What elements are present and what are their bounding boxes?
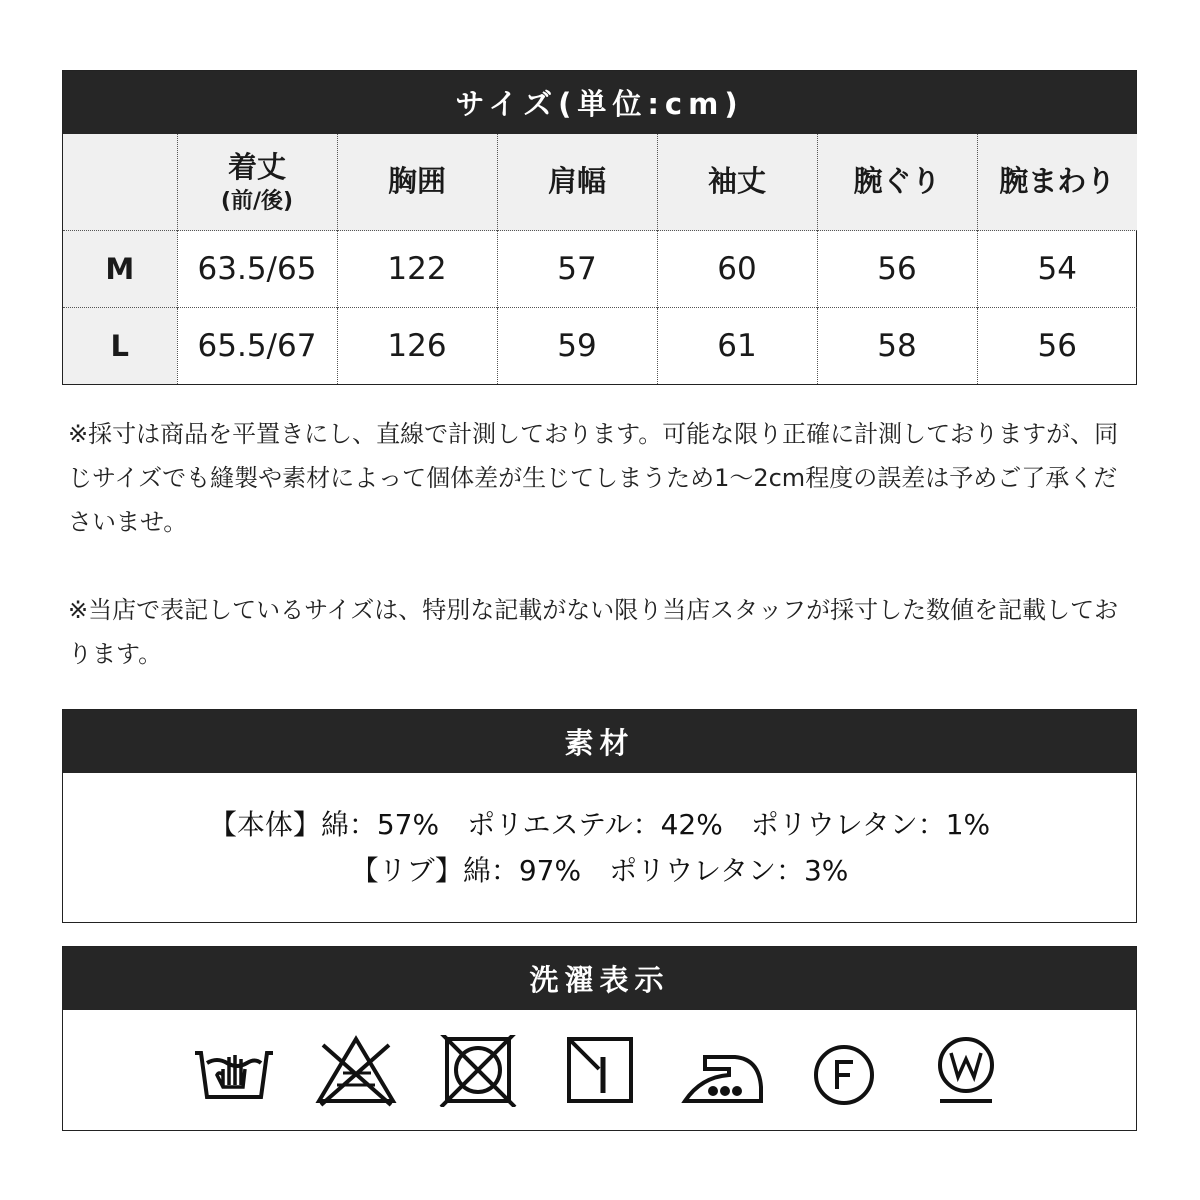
wet-clean-w-icon (925, 1035, 1007, 1107)
table-cell: 126 (337, 308, 497, 385)
dry-clean-f-icon (803, 1035, 885, 1107)
material-rib-line: 【リブ】綿：97% ポリウレタン：3% (350, 854, 849, 887)
header-label: 袖丈 (707, 164, 766, 199)
header-cell-chest (337, 134, 497, 231)
do-not-bleach-icon (315, 1035, 397, 1107)
hand-wash-icon (193, 1035, 275, 1107)
size-header-row (63, 134, 1137, 231)
header-label: 腕ぐり (853, 164, 941, 199)
header-cell (63, 134, 177, 231)
header-cell-armhole (817, 134, 977, 231)
table-cell: 56 (977, 308, 1137, 385)
header-sublabel: (前/後) (220, 188, 294, 214)
material-body-line: 【本体】綿：57% ポリエステル：42% ポリウレタン：1% (208, 808, 991, 841)
size-title: サイズ(単位:cm) (63, 71, 1136, 134)
size-source-note: ※当店で表記しているサイズは、特別な記載がない限り当店スタッフが採寸した数値を記載しております。 (68, 596, 1119, 668)
header-label: 肩幅 (547, 164, 606, 199)
table-cell: 57 (497, 231, 657, 308)
header-label: 胸囲 (387, 164, 446, 199)
table-cell: 58 (817, 308, 977, 385)
size-table (63, 134, 1137, 384)
table-cell: 61 (657, 308, 817, 385)
do-not-tumble-dry-icon (437, 1035, 519, 1107)
size-label: L (63, 308, 177, 385)
header-cell-length (177, 134, 337, 231)
table-cell: 60 (657, 231, 817, 308)
table-cell: 122 (337, 231, 497, 308)
table-cell: 59 (497, 308, 657, 385)
header-cell-shoulder (497, 134, 657, 231)
table-cell: 65.5/67 (177, 308, 337, 385)
measurement-note: ※採寸は商品を平置きにし、直線で計測しております。可能な限り正確に計測しておりますが、同じサイズでも縫製や素材によって個体差が生じてしまうため1〜2cm程度の誤差は予めご了承くださいませ。 (68, 420, 1119, 536)
table-cell: 54 (977, 231, 1137, 308)
care-title: 洗濯表示 (63, 947, 1136, 1010)
care-icons-row (63, 1010, 1136, 1131)
material-title: 素材 (63, 710, 1136, 773)
material-box (62, 709, 1137, 923)
size-label: M (63, 231, 177, 308)
header-label: 腕まわり (999, 164, 1116, 199)
size-table-box (62, 70, 1137, 385)
iron-low-temp-icon (681, 1035, 763, 1107)
table-cell: 63.5/65 (177, 231, 337, 308)
table-row (63, 308, 1137, 385)
line-dry-shade-icon (559, 1035, 641, 1107)
care-box (62, 946, 1137, 1131)
header-label: 着丈 (227, 149, 286, 184)
header-cell-sleeve (657, 134, 817, 231)
table-cell: 56 (817, 231, 977, 308)
material-body (63, 773, 1136, 923)
header-cell-arm-circumference (977, 134, 1137, 231)
table-row (63, 231, 1137, 308)
